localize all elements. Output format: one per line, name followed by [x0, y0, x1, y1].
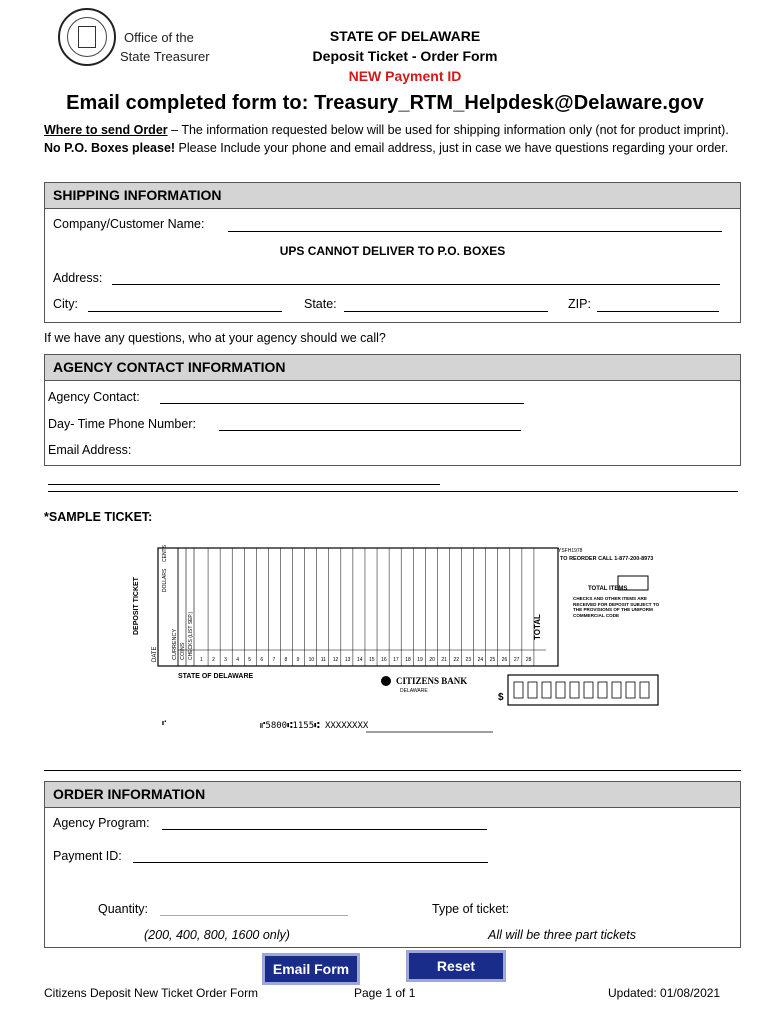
- state-label: State:: [304, 297, 337, 311]
- amount-cell: [528, 682, 537, 698]
- amount-cell: [514, 682, 523, 698]
- office-line-2: State Treasurer: [120, 49, 210, 64]
- amount-cell: [612, 682, 621, 698]
- delaware-state-seal-icon: [58, 8, 116, 66]
- office-line-1: Office of the: [124, 30, 194, 45]
- agency-contact-label: Agency Contact:: [48, 390, 140, 404]
- phone-label: Day- Time Phone Number:: [48, 417, 196, 431]
- order-heading: ORDER INFORMATION: [45, 782, 740, 808]
- grid-column-number: 22: [453, 657, 460, 663]
- grid-column-number: 16: [381, 657, 387, 663]
- email-address-label: Email Address:: [48, 443, 132, 457]
- grid-column-number: 2: [212, 657, 215, 663]
- coins-label: COINS: [180, 642, 186, 660]
- top-code: YSFH1978: [558, 548, 583, 554]
- fine-print: CHECKS AND OTHER ITEMS ARE RECEIVED FOR DEPOSIT SUBJECT TO THE PROVISIONS OF THE UNIFORM COMMERCIAL CODE: [573, 596, 660, 618]
- grid-column-number: 19: [417, 657, 423, 663]
- grid-column-number: 9: [296, 657, 300, 663]
- ticket-type-note: All will be three part tickets: [488, 928, 636, 942]
- state-field[interactable]: [344, 311, 548, 312]
- grid-column-number: 5: [248, 657, 252, 663]
- agency-heading: AGENCY CONTACT INFORMATION: [45, 355, 740, 381]
- cents-label: CENTS: [162, 545, 168, 562]
- ticket-grid-columns: [178, 548, 534, 666]
- sample-ticket-label: *SAMPLE TICKET:: [44, 510, 153, 524]
- grid-column-number: 1: [200, 657, 203, 663]
- form-title: [250, 26, 560, 86]
- agency-contact-section: [44, 354, 741, 466]
- grid-column-number: 28: [525, 657, 532, 663]
- no-po-boxes-note: No P.O. Boxes please!: [44, 141, 176, 155]
- reorder-text: TO REORDER CALL 1-877-200-8973: [560, 556, 654, 562]
- grid-column-number: 18: [405, 657, 411, 663]
- grid-column-number: 20: [429, 657, 435, 663]
- quantity-note: (200, 400, 800, 1600 only): [144, 928, 290, 942]
- amount-cells: [514, 682, 649, 698]
- where-to-send-text-1: – The information requested below will be used for shipping information only (not for product imprint).: [167, 123, 729, 137]
- office-name: [120, 28, 210, 66]
- shipping-heading: SHIPPING INFORMATION: [45, 183, 740, 209]
- zip-label: ZIP:: [568, 297, 591, 311]
- quantity-field[interactable]: [160, 915, 348, 916]
- grid-column-number: 25: [489, 657, 496, 663]
- bank-state: DELAWARE: [400, 688, 428, 694]
- email-form-button[interactable]: Email Form: [262, 953, 360, 985]
- bank-name: CITIZENS BANK: [396, 676, 468, 686]
- where-to-send-label: Where to send Order: [44, 123, 168, 137]
- amount-box: [508, 675, 658, 705]
- total-items-label: TOTAL ITEMS: [588, 586, 628, 592]
- footer-updated-date: Updated: 01/08/2021: [608, 986, 721, 1000]
- section-divider: [44, 770, 741, 771]
- amount-cell: [584, 682, 593, 698]
- amount-cell: [626, 682, 635, 698]
- footer-page-number: Page 1 of 1: [354, 986, 416, 1000]
- agency-question: If we have any questions, who at your agency should we call?: [44, 331, 386, 345]
- grid-column-number: 3: [224, 657, 227, 663]
- ups-note: UPS CANNOT DELIVER TO P.O. BOXES: [279, 244, 506, 258]
- reset-button[interactable]: Reset: [406, 950, 506, 982]
- quantity-label: Quantity:: [98, 902, 149, 916]
- grid-column-number: 23: [465, 657, 472, 663]
- currency-label: CURRENCY: [172, 628, 178, 660]
- email-address-field[interactable]: [48, 484, 440, 485]
- where-to-send-paragraph: [44, 121, 734, 157]
- total-label: TOTAL: [533, 614, 542, 640]
- amount-cell: [556, 682, 565, 698]
- sample-ticket-image: [133, 540, 668, 740]
- ticket-grid-frame: [158, 548, 558, 666]
- ticket-type-label: Type of ticket:: [432, 902, 510, 916]
- payment-id-label: Payment ID:: [53, 849, 122, 863]
- micr-line: ⑈5800⑆1155⑆ XXXXXXXX: [260, 721, 369, 731]
- grid-column-number: 4: [236, 657, 240, 663]
- company-name-field[interactable]: [228, 231, 722, 232]
- seal-shield: [78, 26, 96, 48]
- agency-contact-field[interactable]: [160, 403, 524, 404]
- title-new-payment-id: NEW Payment ID: [348, 68, 462, 84]
- footer-form-name: Citizens Deposit New Ticket Order Form: [44, 986, 259, 1000]
- small-code: ⑈: [162, 720, 167, 727]
- grid-column-number: 24: [477, 657, 484, 663]
- amount-cell: [598, 682, 607, 698]
- title-state: STATE OF DELAWARE: [329, 28, 481, 44]
- city-field[interactable]: [88, 311, 282, 312]
- email-address-field-line-2[interactable]: [48, 491, 738, 492]
- address-label: Address:: [53, 271, 103, 285]
- grid-column-number: 14: [356, 657, 363, 663]
- grid-column-number: 6: [260, 657, 264, 663]
- grid-column-number: 21: [441, 657, 447, 663]
- amount-cell: [640, 682, 649, 698]
- zip-field[interactable]: [597, 311, 719, 312]
- payment-id-field[interactable]: [133, 862, 488, 863]
- amount-cell: [542, 682, 551, 698]
- grid-column-number: 15: [369, 657, 375, 663]
- company-name-label: Company/Customer Name:: [53, 217, 205, 231]
- ticket-state-of-delaware: STATE OF DELAWARE: [178, 673, 254, 680]
- title-form-name: Deposit Ticket - Order Form: [312, 48, 498, 64]
- dollars-label: DOLLARS: [162, 568, 168, 592]
- grid-column-number: 10: [308, 657, 315, 663]
- amount-cell: [570, 682, 579, 698]
- address-field[interactable]: [112, 284, 720, 285]
- ticket-dollar-sign: $: [498, 692, 504, 703]
- agency-program-field[interactable]: [162, 829, 487, 830]
- grid-column-number: 27: [513, 657, 520, 663]
- citizens-bank-logo-icon: [381, 676, 391, 686]
- where-to-send-text-2: Please Include your phone and email address, just in case we have questions regarding your order.: [175, 141, 729, 155]
- checks-label: CHECKS (LIST SEP.): [188, 611, 194, 660]
- email-instruction: Email completed form to: Treasury_RTM_Helpdesk@Delaware.gov: [66, 92, 704, 114]
- grid-column-number: 7: [272, 657, 276, 663]
- order-information-section: [44, 781, 741, 948]
- grid-column-number: 11: [320, 657, 326, 663]
- grid-column-number: 26: [501, 657, 508, 663]
- agency-program-label: Agency Program:: [53, 816, 150, 830]
- city-label: City:: [53, 297, 78, 311]
- deposit-ticket-label: DEPOSIT TICKET: [133, 577, 140, 635]
- grid-column-number: 12: [332, 657, 339, 663]
- grid-column-number: 8: [284, 657, 288, 663]
- phone-field[interactable]: [219, 430, 521, 431]
- date-label: DATE: [152, 646, 158, 662]
- grid-column-number: 13: [344, 657, 351, 663]
- grid-column-number: 17: [393, 657, 399, 663]
